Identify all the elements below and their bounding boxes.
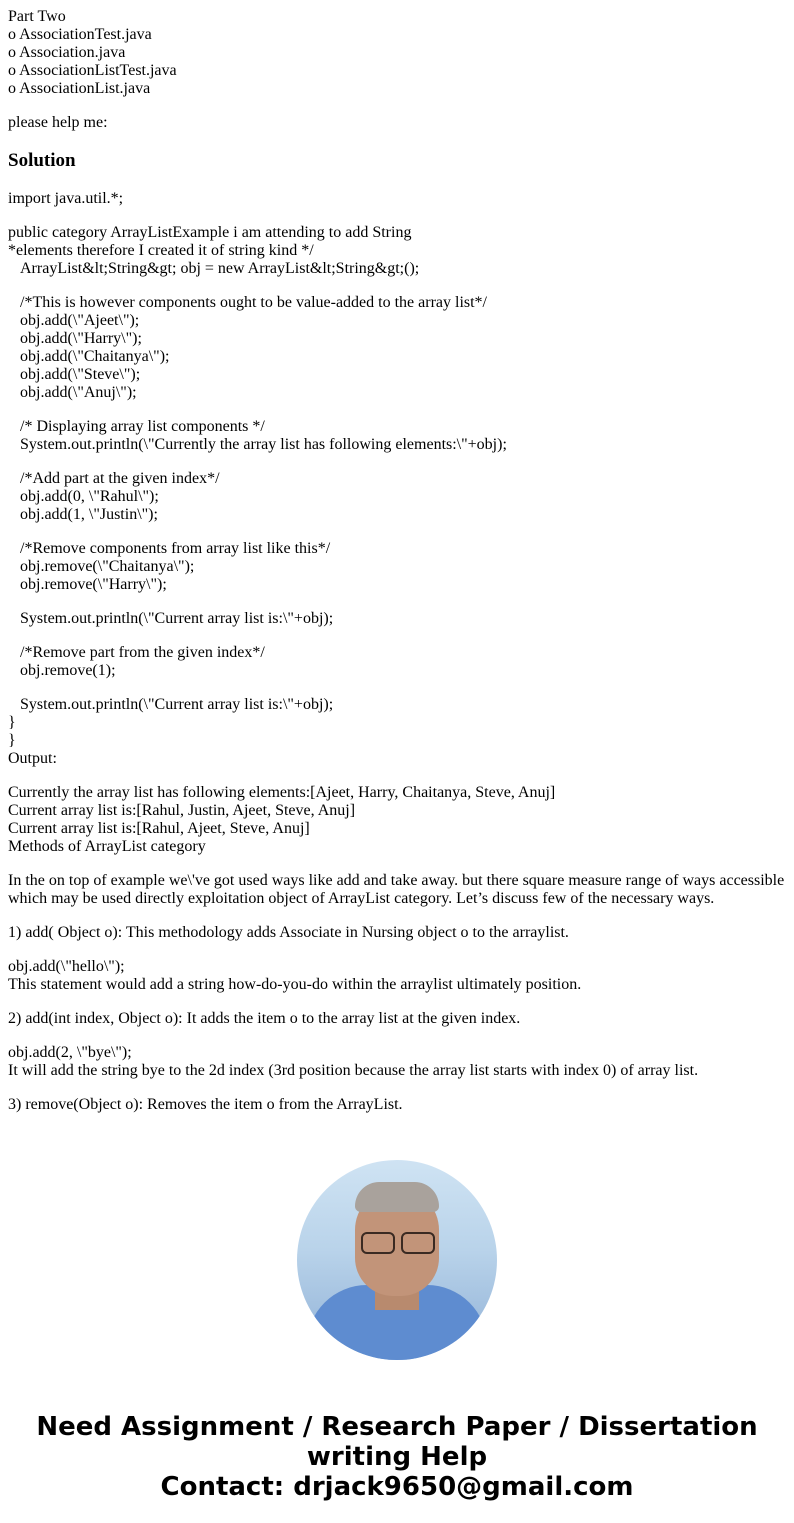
code-line: obj.add(0, \"Rahul\");: [8, 488, 159, 505]
code-line: System.out.println(\"Current array list is:\"+obj);: [8, 610, 334, 627]
code-line: obj.add(\"Ajeet\");: [8, 312, 140, 329]
code-section: [8, 190, 786, 856]
contact-banner: [8, 1412, 786, 1502]
code-block: [8, 540, 786, 594]
code-line: Currently the array list has following elements:[Ajeet, Harry, Chaitanya, Steve, Anuj]: [8, 784, 556, 801]
code-block: [8, 418, 786, 454]
text-block: [8, 1010, 786, 1028]
text-block: [8, 872, 789, 908]
author-photo-container: [8, 1160, 786, 1360]
code-line: Methods of ArrayList category: [8, 838, 206, 855]
intro-line: o AssociationList.java: [8, 80, 151, 97]
text-block: [8, 958, 786, 994]
intro-line: Part Two: [8, 8, 66, 25]
code-line: }: [8, 714, 16, 731]
code-line: obj.remove(1);: [8, 662, 116, 679]
code-block: [8, 644, 786, 680]
code-line: /*This is however components ought to be value-added to the array list*/: [8, 294, 487, 311]
code-line: obj.add(1, \"Justin\");: [8, 506, 158, 523]
intro-line: o AssociationTest.java: [8, 26, 152, 43]
code-line: }: [8, 732, 16, 749]
code-line: obj.add(\"Steve\");: [8, 366, 141, 383]
text-block: [8, 924, 786, 942]
methods-section: [8, 872, 789, 1114]
text-line: 2) add(int index, Object o): It adds the item o to the array list at the given index.: [8, 1010, 521, 1027]
code-line: import java.util.*;: [8, 190, 124, 207]
code-block: [8, 696, 786, 768]
code-block: [8, 470, 786, 524]
solution-heading: Solution: [8, 150, 76, 171]
help-request: please help me:: [8, 114, 108, 131]
text-line: obj.add(\"hello\");: [8, 958, 125, 975]
code-line: obj.remove(\"Chaitanya\");: [8, 558, 195, 575]
intro-line: o Association.java: [8, 44, 126, 61]
text-line: This statement would add a string how-do-you-do within the arraylist ultimately position.: [8, 976, 582, 993]
code-line: /* Displaying array list components */: [8, 418, 265, 435]
code-line: Current array list is:[Rahul, Ajeet, Steve, Anuj]: [8, 820, 310, 837]
text-line: It will add the string bye to the 2d index (3rd position because the array list starts with index 0) of array list.: [8, 1062, 699, 1079]
code-line: obj.add(\"Anuj\");: [8, 384, 137, 401]
code-line: obj.add(\"Chaitanya\");: [8, 348, 170, 365]
code-line: public category ArrayListExample i am attending to add String: [8, 224, 412, 241]
text-line: In the on top of example we\'ve got used ways like add and take away. but there square measure range of ways accessible which may be used directly exploitation object of ArrayList category. Let’s discuss few of the necessary ways.: [8, 872, 789, 907]
code-line: /*Remove components from array list like this*/: [8, 540, 331, 557]
banner-line-1: Need Assignment / Research Paper / Dissertation: [36, 1412, 758, 1442]
text-line: 1) add( Object o): This methodology adds Associate in Nursing object o to the arraylist.: [8, 924, 569, 941]
code-line: System.out.println(\"Currently the array list has following elements:\"+obj);: [8, 436, 507, 453]
code-block: [8, 784, 786, 856]
text-block: [8, 1044, 786, 1080]
code-block: [8, 294, 786, 402]
code-line: *elements therefore I created it of string kind */: [8, 242, 314, 259]
code-block: [8, 224, 786, 278]
code-block: [8, 190, 786, 208]
author-photo: [297, 1160, 497, 1360]
intro-block: [8, 8, 786, 98]
code-line: obj.remove(\"Harry\");: [8, 576, 167, 593]
code-line: Current array list is:[Rahul, Justin, Ajeet, Steve, Anuj]: [8, 802, 356, 819]
text-block: [8, 1096, 786, 1114]
intro-line: o AssociationListTest.java: [8, 62, 177, 79]
banner-line-3: Contact: drjack9650@gmail.com: [160, 1472, 634, 1502]
text-line: 3) remove(Object o): Removes the item o from the ArrayList.: [8, 1096, 403, 1113]
code-line: /*Add part at the given index*/: [8, 470, 220, 487]
code-block: [8, 610, 786, 628]
code-line: /*Remove part from the given index*/: [8, 644, 265, 661]
code-line: Output:: [8, 750, 57, 767]
code-line: obj.add(\"Harry\");: [8, 330, 142, 347]
text-line: obj.add(2, \"bye\");: [8, 1044, 132, 1061]
banner-line-2: writing Help: [306, 1442, 488, 1472]
code-line: System.out.println(\"Current array list is:\"+obj);: [8, 696, 334, 713]
code-line: ArrayList&lt;String&gt; obj = new ArrayList&lt;String&gt;();: [8, 260, 420, 277]
